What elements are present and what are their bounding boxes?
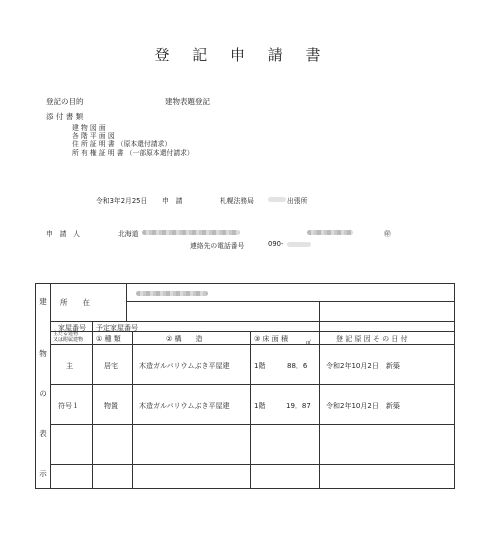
building-table [35, 283, 455, 489]
applicant-address-prefix: 北海道 [118, 230, 139, 238]
location-label: 所 在 [60, 298, 90, 307]
attachment-item: 所 有 権 証 明 書 （一部原本還付請求） [72, 148, 194, 157]
column-header-type: ① 種 類 [96, 335, 121, 343]
row-label: 主 [66, 362, 73, 370]
row-label: 符号１ [58, 402, 79, 410]
row-structure: 木造ガルバリウムぶき平屋建 [139, 362, 230, 370]
row-floor: 1階 [254, 362, 266, 370]
row-area: 88．6 [287, 362, 308, 370]
redacted-location [136, 291, 208, 296]
redacted-address [142, 230, 240, 235]
phone-label: 連絡先の電話番号 [190, 242, 245, 250]
side-label-char: 建 [39, 297, 47, 306]
row-area: 19．87 [286, 402, 311, 410]
redacted-applicant-name [307, 230, 353, 235]
row-type: 物置 [104, 402, 118, 410]
redacted-phone [287, 242, 311, 247]
seal-mark: ㊞ [384, 230, 391, 238]
row-type: 居宅 [104, 362, 118, 370]
redacted-office-name [268, 197, 286, 202]
row-structure: 木造ガルバリウムぶき平屋建 [139, 402, 230, 410]
column-header-floor-area: ③ 床 面 積 [254, 335, 288, 343]
house-number-label: 家屋番号 [58, 324, 86, 332]
row-cause: 令和2年10月2日 新築 [326, 402, 400, 410]
attachment-item: 住 所 証 明 書 （原本還付請求） [72, 140, 172, 149]
attachment-item: 各 階 平 面 図 [72, 132, 115, 141]
purpose-label: 登記の目的 [46, 97, 84, 106]
document-title: 登 記 申 請 書 [154, 46, 330, 64]
side-label-char: の [39, 389, 47, 398]
phone-prefix: 090- [268, 240, 284, 248]
applicant-label: 申 請 人 [46, 230, 80, 238]
column-header-structure: ② 構 造 [166, 335, 203, 343]
attachments-list [72, 124, 194, 157]
side-label-char: 表 [39, 429, 47, 438]
application-date: 令和3年2月25日 [96, 197, 148, 205]
area-unit: ㎡ [306, 340, 312, 346]
registry-office-prefix: 札幌法務局 [220, 197, 254, 205]
column-header-cause-date: 登 記 原 因 そ の 日 付 [336, 335, 408, 343]
attachments-heading: 添 付 書 類 [46, 112, 84, 121]
main-building-label: 主たる建物 又は附属建物 [53, 331, 84, 343]
row-cause: 令和2年10月2日 新築 [326, 362, 400, 370]
side-label-char: 示 [39, 469, 47, 478]
registry-office-suffix: 出張所 [287, 197, 308, 205]
attachment-item: 建 物 図 面 [72, 124, 106, 132]
side-label-char: 物 [39, 349, 47, 358]
row-floor: 1階 [254, 402, 266, 410]
purpose-value: 建物表題登記 [165, 97, 210, 106]
house-number-value: 予定家屋番号 [96, 324, 138, 332]
application-verb: 申 請 [162, 197, 183, 205]
